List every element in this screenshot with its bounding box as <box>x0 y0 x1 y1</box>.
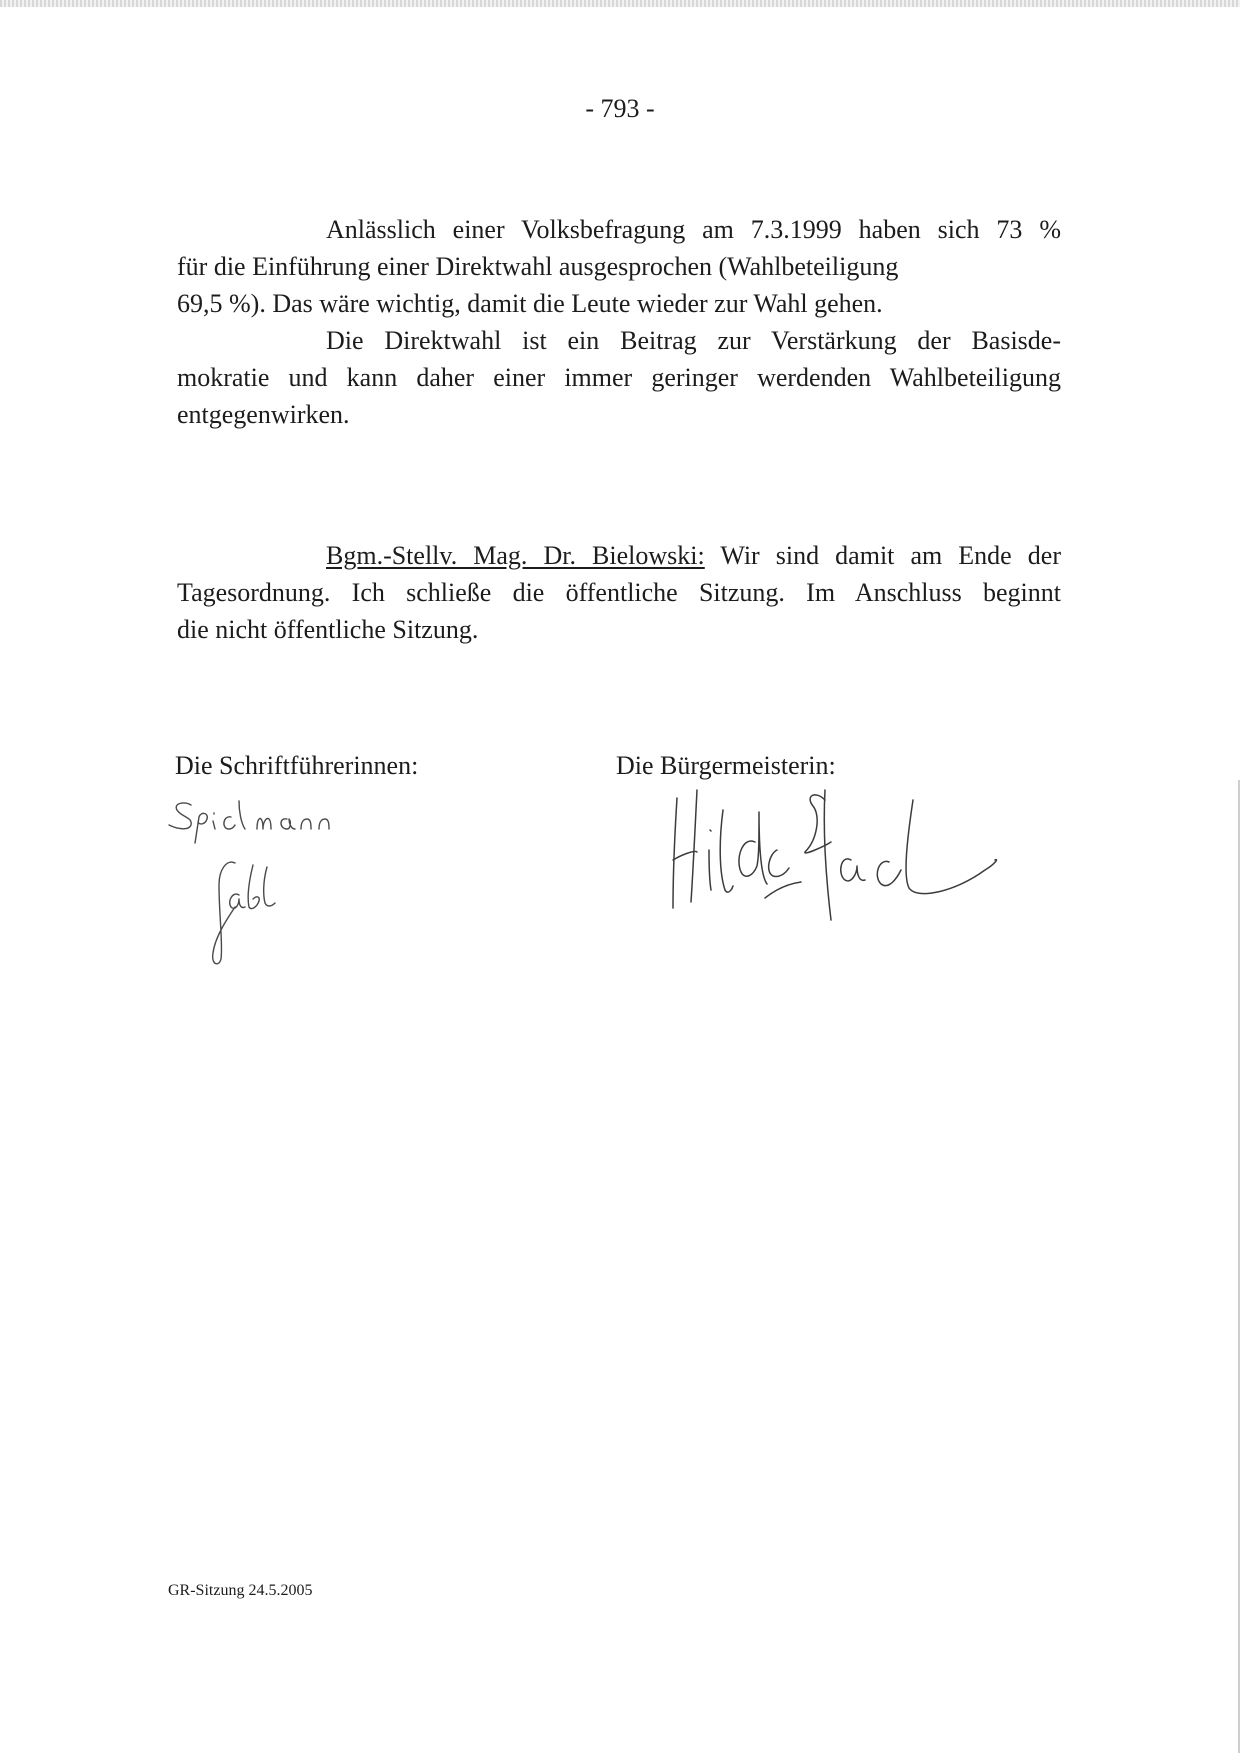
paragraph-closing-statement <box>177 537 1061 648</box>
signature-label-mayor: Die Bürgermeisterin: <box>616 751 836 780</box>
paragraph-line: 69,5 %). Das wäre wichtig, damit die Leute wieder zur Wahl gehen. <box>177 289 883 318</box>
signature-label-secretaries: Die Schriftführerinnen: <box>175 751 419 780</box>
footer-session-date: GR-Sitzung 24.5.2005 <box>168 1582 313 1599</box>
speaker-text: Wir sind damit am Ende der <box>704 541 1061 570</box>
paragraph-line: Anlässlich einer Volksbefragung am 7.3.1999 haben sich 73 % <box>326 215 1061 244</box>
scan-edge-top <box>0 0 1240 7</box>
signature-hilde-zach <box>655 780 1005 930</box>
paragraph-line <box>177 537 1061 574</box>
paragraph-line: für die Einführung einer Direktwahl ausgesprochen (Wahlbeteiligung <box>177 252 899 281</box>
speaker-name: Bgm.-Stellv. Mag. Dr. Bielowski: <box>326 541 705 570</box>
page-number: - 793 - <box>585 94 655 123</box>
signature-gabl <box>205 855 315 975</box>
paragraph-volksbefragung <box>177 211 1061 322</box>
paragraph-line: Die Direktwahl ist ein Beitrag zur Verstärkung der Basisde- <box>326 326 1061 355</box>
paragraph-line: mokratie und kann daher einer immer geringer werdenden Wahlbeteiligung <box>177 363 1061 392</box>
paragraph-line: Tagesordnung. Ich schließe die öffentliche Sitzung. Im Anschluss beginnt <box>177 578 1061 607</box>
paragraph-line: die nicht öffentliche Sitzung. <box>177 615 479 644</box>
paragraph-direktwahl <box>177 322 1061 433</box>
paragraph-line: entgegenwirken. <box>177 400 350 429</box>
